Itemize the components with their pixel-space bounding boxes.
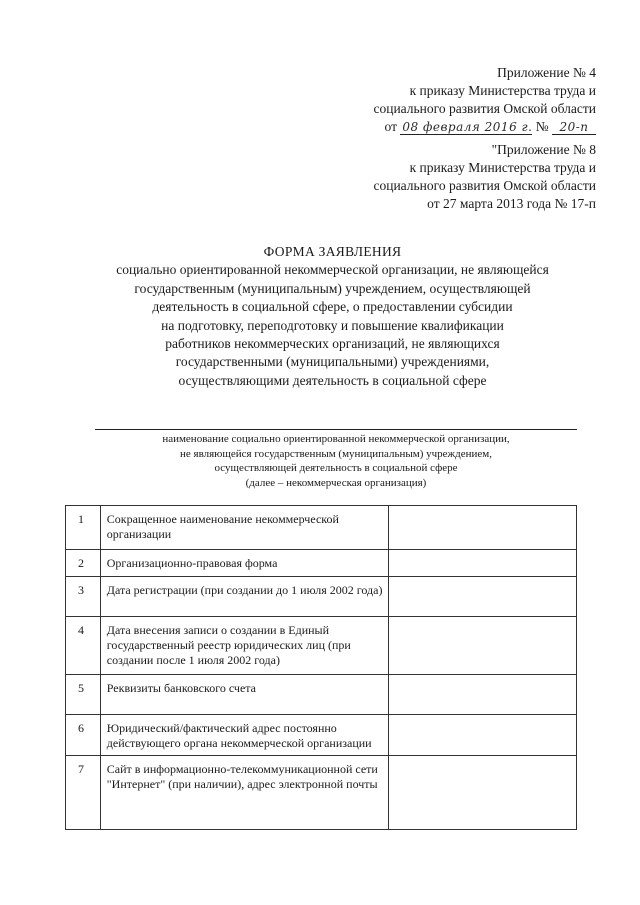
row-label: Дата регистрации (при создании до 1 июля 2002 года) <box>100 577 388 617</box>
org-name-caption <box>95 432 577 490</box>
appendix-4-order-line: к приказу Министерства труда и <box>409 83 596 98</box>
appendix-8-order-line: к приказу Министерства труда и <box>409 160 596 175</box>
table-row <box>66 506 577 550</box>
org-name-fill-line[interactable] <box>95 429 577 430</box>
caption-line: не являющейся государственным (муниципальным) учреждением, <box>180 447 492 460</box>
appendix-8-ministry-line: социального развития Омской области <box>373 178 596 193</box>
appendix-4-date-line <box>373 118 596 136</box>
row-number: 1 <box>66 506 101 550</box>
table-row <box>66 715 577 756</box>
row-value-cell[interactable] <box>388 756 576 830</box>
row-label: Дата внесения записи о создании в Единый государственный реестр юридических лиц (при создании после 1 июля 2002 года) <box>100 617 388 675</box>
table-row <box>66 675 577 715</box>
form-subtitle-line: социально ориентированной некоммерческой организации, не являющейся <box>116 262 549 278</box>
row-label: Сокращенное наименование некоммерческой организации <box>100 506 388 550</box>
row-value-cell[interactable] <box>388 617 576 675</box>
form-subtitle-line: осуществляющими деятельность в социальной сфере <box>178 372 487 388</box>
row-number: 7 <box>66 756 101 830</box>
table-row <box>66 617 577 675</box>
row-value-cell[interactable] <box>388 550 576 577</box>
form-subtitle-line: деятельность в социальной сфере, о предоставлении субсидии <box>152 299 513 315</box>
row-label: Реквизиты банковского счета <box>100 675 388 715</box>
row-number: 2 <box>66 550 101 577</box>
table-row <box>66 577 577 617</box>
form-subtitle-line: государственными (муниципальными) учреждениями, <box>175 354 490 370</box>
row-number: 6 <box>66 715 101 756</box>
row-label: Юридический/фактический адрес постоянно действующего органа некоммерческой организации <box>100 715 388 756</box>
appendix-8-header <box>373 141 596 213</box>
row-value-cell[interactable] <box>388 715 576 756</box>
handwritten-date: 08 февраля 2016 г. <box>402 120 533 134</box>
form-subtitle-line: работников некоммерческих организаций, не являющихся <box>165 336 500 352</box>
row-label: Сайт в информационно-телекоммуникационной сети "Интернет" (при наличии), адрес электронной почты <box>100 756 388 830</box>
form-heading: ФОРМА ЗАЯВЛЕНИЯ <box>263 244 402 259</box>
form-subtitle-line: на подготовку, переподготовку и повышение квалификации <box>161 317 504 333</box>
organization-info-table <box>65 505 577 830</box>
number-sign: № <box>535 119 549 134</box>
appendix-4-header <box>373 64 596 136</box>
row-number: 3 <box>66 577 101 617</box>
form-subtitle-line: государственным (муниципальным) учреждением, осуществляющей <box>134 280 531 296</box>
caption-line: наименование социально ориентированной некоммерческой организации, <box>162 433 510 445</box>
row-value-cell[interactable] <box>388 675 576 715</box>
row-value-cell[interactable] <box>388 577 576 617</box>
form-title <box>60 243 605 390</box>
table-row <box>66 756 577 830</box>
date-prefix: от <box>384 119 397 134</box>
caption-line: (далее – некоммерческая организация) <box>245 476 427 489</box>
row-number: 5 <box>66 675 101 715</box>
row-label: Организационно-правовая форма <box>100 550 388 577</box>
appendix-8-date-line: от 27 марта 2013 года № 17-п <box>427 196 596 211</box>
appendix-8-title: "Приложение № 8 <box>491 142 596 157</box>
row-value-cell[interactable] <box>388 506 576 550</box>
table-row <box>66 550 577 577</box>
appendix-4-ministry-line: социального развития Омской области <box>373 101 596 116</box>
caption-line: осуществляющей деятельность в социальной сфере <box>214 462 458 474</box>
appendix-4-title: Приложение № 4 <box>497 65 596 80</box>
handwritten-number: 20-п <box>552 120 596 135</box>
row-number: 4 <box>66 617 101 675</box>
